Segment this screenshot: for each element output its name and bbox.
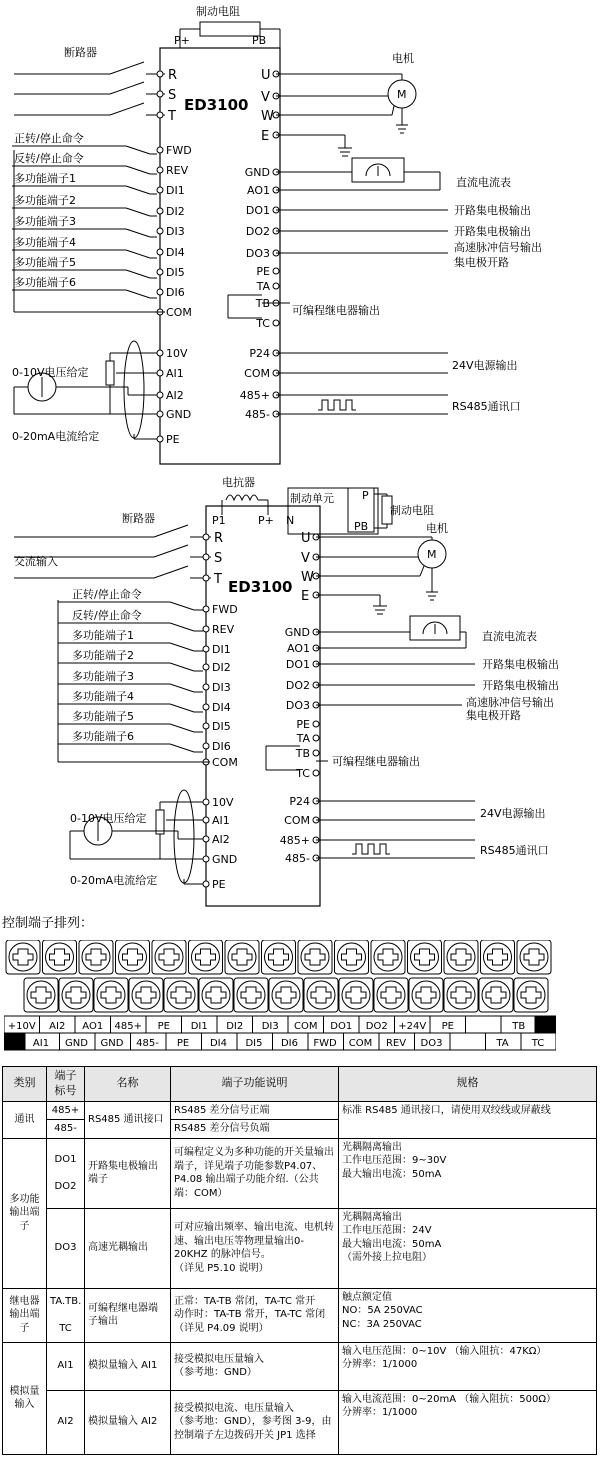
input-term-di1: DI1 — [166, 184, 185, 197]
power-term-r: R — [214, 531, 224, 546]
input-cmd-1: 反转/停止命令 — [14, 152, 84, 165]
input-cmd-3: 多功能端子2 — [72, 649, 134, 662]
tb-top-7: DI3 — [261, 1021, 279, 1032]
right-term-3: DO2 — [285, 679, 310, 692]
input-term-rev: REV — [212, 623, 235, 636]
tb-bottom-3: 485- — [136, 1038, 159, 1049]
analog-term-10v: 10V — [166, 347, 188, 360]
input-cmd-7: 多功能端子6 — [72, 730, 134, 743]
right-term-11: 485+ — [239, 389, 270, 402]
right-term-12: 485- — [285, 852, 310, 865]
input-cmd-6: 多功能端子5 — [14, 256, 76, 269]
right-term-3: DO2 — [245, 225, 270, 238]
input-cmd-5: 多功能端子4 — [72, 690, 134, 703]
motor-m: M — [397, 88, 407, 101]
analog-term-ai2: AI2 — [212, 833, 230, 846]
power24-label-2: 24V电源输出 — [480, 807, 546, 820]
cat-analog: 模拟量输入 — [3, 1342, 47, 1454]
cat-comm: 通讯 — [3, 1101, 47, 1138]
relay-output-label: 可编程继电器输出 — [292, 304, 380, 317]
analog-term-ai1: AI1 — [166, 367, 184, 380]
input-cmd-2: 多功能端子1 — [14, 172, 76, 185]
name-ai2: 模拟量输入 AI2 — [85, 1390, 171, 1454]
input-cmd-3: 多功能端子2 — [14, 194, 76, 207]
input-cmd-5: 多功能端子4 — [14, 236, 76, 249]
output-term-e: E — [301, 589, 310, 604]
cat-relay: 继电器输出端子 — [3, 1288, 47, 1342]
input-cmd-4: 多功能端子3 — [72, 670, 134, 683]
analog-term-pe: PE — [212, 878, 226, 891]
output-term-w: W — [261, 109, 274, 124]
desc-ai1: 接受模拟电压量输入 （参考地：GND） — [171, 1342, 339, 1390]
brake-resistor-symbol — [200, 22, 260, 36]
right-term-6: TA — [296, 732, 310, 745]
header-category: 类别 — [3, 1067, 47, 1102]
power-term-t: T — [168, 109, 176, 124]
current-setting-label: 0-20mA电流给定 — [12, 430, 100, 443]
input-term-di5: DI5 — [212, 720, 231, 733]
right-terminal-dot — [313, 721, 319, 727]
right-term-10: COM — [284, 814, 310, 827]
term-485n: 485- — [47, 1120, 85, 1139]
analog-term-gnd: GND — [166, 408, 192, 421]
input-term-di4: DI4 — [166, 246, 185, 259]
reactor-label: 电抗器 — [222, 476, 255, 489]
tb-top-0: +10V — [7, 1021, 36, 1032]
do1-output-label: 开路集电极输出 — [454, 204, 531, 217]
header-name: 名称 — [85, 1067, 171, 1102]
right-terminal-dot — [273, 283, 279, 289]
analog-term-ai2: AI2 — [166, 389, 184, 402]
input-term-di4: DI4 — [212, 701, 231, 714]
do3-output-label-3: 高速脉冲信号输出 — [466, 696, 554, 709]
term-485p: 485+ — [47, 1101, 85, 1120]
right-term-4: DO3 — [285, 699, 310, 712]
right-term-8: TC — [296, 767, 310, 780]
ammeter-label-2: 直流电流表 — [482, 630, 537, 643]
breaker-label: 断路器 — [64, 46, 97, 59]
tb-top-5: DI1 — [190, 1021, 208, 1032]
reactor-symbol — [226, 495, 258, 500]
spec-ai1: 输入电压范围：0~10V （输入阻抗：47KΩ） 分辨率：1/1000 — [339, 1342, 597, 1390]
spec-do3: 光耦隔离输出 工作电压范围：24V 最大输出电流：50mA （需外接上拉电阻） — [339, 1208, 597, 1288]
desc-485n: RS485 差分信号负端 — [171, 1120, 339, 1139]
name-ai1: 模拟量输入 AI1 — [85, 1342, 171, 1390]
rs485-label: RS485通讯口 — [452, 400, 521, 413]
tb-bottom-6: DI5 — [245, 1038, 263, 1049]
tb-bottom-1: GND — [65, 1038, 88, 1049]
input-term-di6: DI6 — [212, 740, 231, 753]
do2-output-label-2: 开路集电极输出 — [482, 679, 559, 692]
term-pb: PB — [252, 34, 267, 47]
do3-output-label-4: 集电极开路 — [466, 709, 521, 722]
input-term-di3: DI3 — [212, 681, 231, 694]
tb-bottom-5: DI4 — [209, 1038, 228, 1049]
input-cmd-0: 正转/停止命令 — [72, 588, 142, 601]
tb-bottom-10: REV — [385, 1038, 407, 1049]
spec-ai2: 输入电流范围：0~20mA （输入阻抗：500Ω） 分辨率：1/1000 — [339, 1390, 597, 1454]
right-term-10: COM — [244, 367, 270, 380]
right-term-2: DO1 — [245, 204, 270, 217]
do2-output-label: 开路集电极输出 — [454, 225, 531, 238]
right-term-4: DO3 — [245, 247, 270, 260]
terminal-block — [4, 940, 556, 1052]
term-ai1: AI1 — [47, 1342, 85, 1390]
voltage-setting-label: 0-10V电压给定 — [12, 366, 89, 379]
breaker-label-2: 断路器 — [122, 512, 155, 525]
tb-bottom-14: TC — [531, 1038, 545, 1049]
terminal-marker — [5, 1034, 25, 1050]
header-terminal: 端子标号 — [47, 1067, 85, 1102]
desc-do3: 可对应输出频率、输出电流、电机转速、输出电压等物理量输出0-20KHZ 的脉冲信号。 （详见 P5.10 说明） — [171, 1208, 339, 1288]
do3-output-label-1: 高速脉冲信号输出 — [454, 241, 542, 254]
tb-bottom-4: PE — [176, 1038, 190, 1049]
drive-model: ED3100 — [184, 96, 249, 114]
input-cmd-4: 多功能端子3 — [14, 215, 76, 228]
analog-term-gnd: GND — [212, 853, 238, 866]
input-cmd-1: 反转/停止命令 — [72, 609, 142, 622]
tb-top-9: DO1 — [330, 1021, 353, 1032]
top-term-1: P+ — [258, 514, 274, 527]
power-term-r: R — [168, 68, 178, 83]
power-term-t: T — [214, 572, 222, 587]
input-cmd-7: 多功能端子6 — [14, 276, 76, 289]
header-function: 端子功能说明 — [171, 1067, 339, 1102]
right-terminal-dot — [313, 770, 319, 776]
wiring-diagram-1 — [12, 22, 448, 464]
top-term-2: N — [286, 514, 295, 527]
desc-relay: 正常：TA-TB 常闭，TA-TC 常开 动作时：TA-TB 常开，TA-TC 常闭（详见 P4.09 说明） — [171, 1288, 339, 1342]
spec-relay: 触点额定值 NO：5A 250VAC NC：3A 250VAC — [339, 1288, 597, 1342]
desc-do12: 可编程定义为多种功能的开关量输出端子，详见端子功能参数P4.07、P4.08 输出端子功能介绍.（公共端：COM） — [171, 1138, 339, 1208]
tb-bottom-9: COM — [348, 1038, 373, 1049]
input-term-di6: DI6 — [166, 286, 185, 299]
input-term-fwd: FWD — [212, 603, 238, 616]
tb-top-6: DI2 — [226, 1021, 244, 1032]
term-do3: DO3 — [47, 1208, 85, 1288]
output-term-u: U — [261, 68, 271, 83]
right-term-5: PE — [296, 718, 310, 731]
analog-term-ai1: AI1 — [212, 814, 230, 827]
tb-top-14: TB — [512, 1021, 526, 1032]
input-term-di2: DI2 — [166, 205, 185, 218]
brake-term-pb: PB — [354, 520, 369, 533]
ac-input-label: 交流输入 — [14, 555, 58, 568]
input-term-rev: REV — [166, 164, 189, 177]
name-relay: 可编程继电器端子输出 — [85, 1288, 171, 1342]
output-term-w: W — [301, 570, 314, 585]
spec-rs485: 标准 RS485 通讯接口，请使用双绞线或屏蔽线 — [339, 1101, 597, 1138]
name-rs485: RS485 通讯接口 — [85, 1101, 171, 1138]
input-term-com: COM — [166, 306, 192, 319]
do1-output-label-2: 开路集电极输出 — [482, 658, 559, 671]
tb-top-3: 485+ — [114, 1021, 142, 1032]
input-cmd-0: 正转/停止命令 — [14, 132, 84, 145]
right-term-7: TB — [255, 297, 270, 310]
motor-m-2: M — [427, 548, 437, 561]
right-term-2: DO1 — [285, 658, 310, 671]
tb-bottom-7: DI6 — [280, 1038, 299, 1049]
terminal-spec-table — [2, 1066, 597, 1455]
right-term-5: PE — [256, 265, 270, 278]
output-term-e: E — [261, 129, 270, 144]
input-cmd-6: 多功能端子5 — [72, 710, 134, 723]
tb-bottom-2: GND — [100, 1038, 124, 1049]
terminal-marker — [535, 1017, 555, 1033]
tb-top-2: AO1 — [82, 1021, 104, 1032]
tb-bottom-13: TA — [496, 1038, 509, 1049]
brake-unit-label: 制动单元 — [290, 492, 334, 505]
input-term-di1: DI1 — [212, 643, 231, 656]
relay-output-label-2: 可编程继电器输出 — [332, 755, 420, 768]
potentiometer-symbol — [106, 361, 114, 385]
top-term-0: P1 — [212, 514, 226, 527]
right-terminal-dot — [273, 320, 279, 326]
tb-bottom-8: FWD — [313, 1038, 337, 1049]
analog-term-10v: 10V — [212, 796, 234, 809]
tb-top-8: COM — [294, 1021, 318, 1032]
output-term-v: V — [261, 90, 270, 105]
brake-resistor-label: 制动电阻 — [196, 5, 240, 18]
input-cmd-2: 多功能端子1 — [72, 629, 134, 642]
brake-resistor-label-2: 制动电阻 — [390, 504, 434, 517]
term-ai2: AI2 — [47, 1390, 85, 1454]
term-do1-do2: DO1 DO2 — [47, 1138, 85, 1208]
right-terminal-dot — [313, 750, 319, 756]
tb-top-12: PE — [441, 1021, 454, 1032]
current-setting-label-2: 0-20mA电流给定 — [70, 874, 158, 887]
right-term-8: TC — [256, 317, 270, 330]
drive-model-2: ED3100 — [228, 578, 293, 596]
term-p-plus: P+ — [174, 34, 190, 47]
right-term-1: AO1 — [287, 642, 310, 655]
right-term-9: P24 — [249, 347, 270, 360]
output-term-u: U — [301, 531, 311, 546]
tb-top-10: DO2 — [365, 1021, 388, 1032]
name-do12: 开路集电极输出端子 — [85, 1138, 171, 1208]
input-term-di2: DI2 — [212, 661, 231, 674]
power-term-s: S — [214, 551, 223, 566]
voltage-setting-label-2: 0-10V电压给定 — [70, 812, 147, 825]
tb-top-1: AI2 — [49, 1021, 66, 1032]
motor-label-2: 电机 — [426, 522, 448, 535]
potentiometer-symbol — [156, 810, 164, 834]
input-term-di3: DI3 — [166, 225, 185, 238]
right-term-0: GND — [284, 626, 310, 639]
brake-term-p: P — [362, 489, 369, 502]
term-relay: TA.TB. TC — [47, 1288, 85, 1342]
pulse-symbol — [318, 400, 356, 410]
tb-top-4: PE — [157, 1021, 170, 1032]
right-terminal-dot — [273, 268, 279, 274]
input-term-di5: DI5 — [166, 266, 185, 279]
right-term-7: TB — [295, 747, 310, 760]
tb-bottom-11: DO3 — [420, 1038, 443, 1049]
tb-top-11: +24V — [398, 1021, 427, 1032]
rs485-label-2: RS485通讯口 — [480, 844, 549, 857]
right-term-12: 485- — [245, 408, 270, 421]
right-terminal-dot — [313, 735, 319, 741]
output-term-v: V — [301, 551, 310, 566]
right-term-9: P24 — [289, 795, 310, 808]
right-term-6: TA — [256, 280, 270, 293]
motor-label: 电机 — [392, 52, 414, 65]
spec-do12: 光耦隔离输出 工作电压范围：9~30V 最大输出电流：50mA — [339, 1138, 597, 1208]
right-term-1: AO1 — [247, 184, 270, 197]
right-term-11: 485+ — [279, 834, 310, 847]
pulse-symbol — [352, 844, 390, 854]
right-term-0: GND — [244, 166, 270, 179]
power-term-s: S — [168, 88, 177, 103]
input-term-com: COM — [212, 756, 238, 769]
name-do3: 高速光耦输出 — [85, 1208, 171, 1288]
input-term-fwd: FWD — [166, 144, 192, 157]
ammeter-label: 直流电流表 — [456, 176, 511, 189]
desc-ai2: 接受模拟电流、电压量输入 （参考地：GND），参考图 3-9，由控制端子左边拨码开关 JP1 选择 — [171, 1390, 339, 1454]
do3-output-label-2: 集电极开路 — [454, 256, 509, 269]
terminal-layout-title: 控制端子排列： — [2, 916, 94, 931]
desc-485p: RS485 差分信号正端 — [171, 1101, 339, 1120]
power24-label: 24V电源输出 — [452, 359, 518, 372]
header-spec: 规格 — [339, 1067, 597, 1102]
cat-mfo: 多功能输出端子 — [3, 1138, 47, 1288]
analog-term-pe: PE — [166, 433, 180, 446]
tb-bottom-0: AI1 — [32, 1038, 50, 1049]
